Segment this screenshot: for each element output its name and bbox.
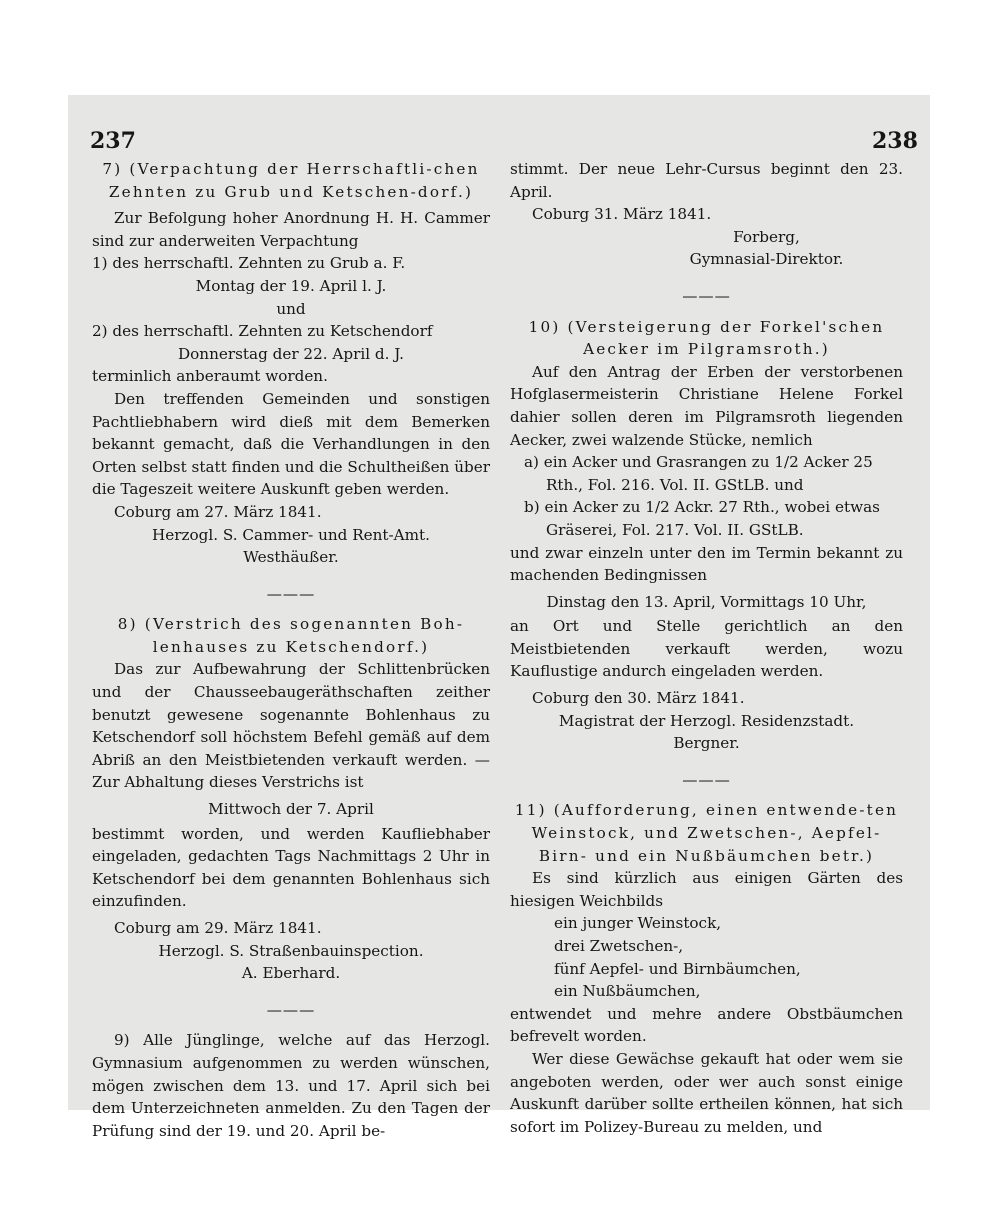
notice-10-body: Auf den Antrag der Erben der verstorbenen Hofglasermeisterin Christiane Helene Forkel dahier sollen deren im Pilgramsroth liegenden Aecker, zwei walzende Stücke, nemlich	[510, 362, 903, 449]
right-column	[510, 158, 903, 1138]
notice-8-date: Coburg am 29. März 1841.	[114, 919, 322, 937]
separator: ———	[682, 286, 731, 305]
notice-8-signature-name: A. Eberhard.	[241, 964, 341, 983]
notice-10-signature-name: Bergner.	[673, 734, 740, 753]
notice-11-heading: 11) (Aufforderung, einen entwende-ten Weinstock, und Zwetschen-, Aepfel-Birn- und ein Nußbäumchen betr.)	[514, 801, 899, 865]
notice-9-continued: stimmt. Der neue Lehr-Cursus beginnt den 23. April.	[510, 160, 903, 201]
notice-7-item2-date: Donnerstag der 22. April d. J.	[177, 344, 405, 363]
notice-7-signature-office: Herzogl. S. Cammer- und Rent-Amt.	[152, 525, 430, 544]
notice-8-body: Das zur Aufbewahrung der Schlittenbrücken und der Chausseebaugeräthschaften zeither benutzt gewesene sogenannte Bohlenhaus zu Ketschendorf soll höchstem Befehl gemäß auf dem Abriß an den Meistbietenden verkauft werden. — Zur Abhaltung dieses Verstrichs ist	[92, 660, 490, 792]
notice-9-signature-title: Gymnasial-Direktor.	[689, 250, 844, 269]
notice-11-list-item: fünf Aepfel- und Birnbäumchen,	[554, 959, 801, 978]
notice-11-body2: entwendet und mehre andere Obstbäumchen befrevelt worden.	[510, 1004, 903, 1046]
notice-10-heading: 10) (Versteigerung der Forkel'schen Aecker im Pilgramsroth.)	[528, 317, 885, 359]
notice-7-item1: 1) des herrschaftl. Zehnten zu Grub a. F.	[92, 254, 406, 273]
notice-8-signature-office: Herzogl. S. Straßenbauinspection.	[158, 941, 424, 960]
left-column	[92, 158, 490, 1142]
notice-8-day: Mittwoch der 7. April	[208, 800, 374, 819]
notice-10-body2: und zwar einzeln unter den im Termin bekannt zu machenden Bedingnissen	[510, 543, 903, 585]
notice-10-body3: an Ort und Stelle gerichtlich an den Meistbietenden verkauft werden, wozu Kauflustige andurch eingeladen werden.	[510, 617, 903, 681]
notice-9-signature-name: Forberg,	[733, 227, 800, 246]
notice-10-item-a: a) ein Acker und Grasrangen zu 1/2 Acker 25 Rth., Fol. 216. Vol. II. GStLB. und	[524, 453, 873, 494]
notice-7-item2: 2) des herrschaftl. Zehnten zu Ketschendorf	[92, 322, 433, 341]
notice-7-signature-name: Westhäußer.	[243, 548, 339, 567]
page-number-right: 238	[872, 128, 918, 154]
notice-11-list-item: drei Zwetschen-,	[554, 937, 684, 955]
notice-10-date: Coburg den 30. März 1841.	[532, 689, 745, 708]
notice-11-list-item: ein Nußbäumchen,	[554, 982, 701, 1001]
notice-8-body2: bestimmt worden, und werden Kaufliebhaber eingeladen, gedachten Tags Nachmittags 2 Uhr in Ketschendorf bei dem genannten Bohlenhaus sich einzufinden.	[92, 824, 490, 911]
notice-7-after: terminlich anberaumt worden.	[92, 367, 328, 386]
notice-7-item1-date: Montag der 19. April l. J.	[195, 276, 387, 295]
notice-9-date: Coburg 31. März 1841.	[532, 205, 712, 224]
notice-7-und: und	[276, 299, 306, 318]
notice-7-date: Coburg am 27. März 1841.	[114, 502, 322, 521]
separator: ———	[682, 770, 731, 789]
separator: ———	[266, 1000, 316, 1019]
notice-7-intro: Zur Befolgung hoher Anordnung H. H. Cammer sind zur anderweiten Verpachtung	[92, 209, 490, 250]
page-number-left: 237	[90, 128, 136, 154]
notice-9-body: 9) Alle Jünglinge, welche auf das Herzogl. Gymnasium aufgenommen zu werden wünschen, mögen zwischen dem 13. und 17. April sich bei dem Unterzeichneten anmelden. Zu den Tagen der Prüfung sind der 19. und 20. April be-	[92, 1031, 490, 1140]
notice-10-signature-office: Magistrat der Herzogl. Residenzstadt.	[558, 711, 855, 730]
notice-11-body3: Wer diese Gewächse gekauft hat oder wem sie angeboten werden, oder wer auch sonst einige Auskunft darüber sollte ertheilen können, hat sich sofort im Polizey-Bureau zu melden, und	[510, 1049, 903, 1136]
notice-8-heading: 8) (Verstrich des sogenannten Boh-lenhauses zu Ketschendorf.)	[117, 615, 465, 656]
notice-7-body: Den treffenden Gemeinden und sonstigen Pachtliebhabern wird dieß mit dem Bemerken bekannt gemacht, daß die Verhandlungen in den Orten selbst statt finden und die Schultheißen über die Tageszeit weitere Auskunft geben werden.	[92, 389, 490, 499]
notice-10-day: Dinstag den 13. April, Vormittags 10 Uhr,	[546, 592, 867, 611]
notice-7-heading: 7) (Verpachtung der Herrschaftli-chen Zehnten zu Grub und Ketschen-dorf.)	[102, 160, 480, 201]
separator: ———	[266, 584, 316, 603]
notice-10-item-b: b) ein Acker zu 1/2 Ackr. 27 Rth., wobei etwas Gräserei, Fol. 217. Vol. II. GStLB.	[524, 498, 880, 539]
notice-11-list-item: ein junger Weinstock,	[554, 914, 722, 933]
notice-11-body: Es sind kürzlich aus einigen Gärten des hiesigen Weichbilds	[510, 869, 903, 910]
